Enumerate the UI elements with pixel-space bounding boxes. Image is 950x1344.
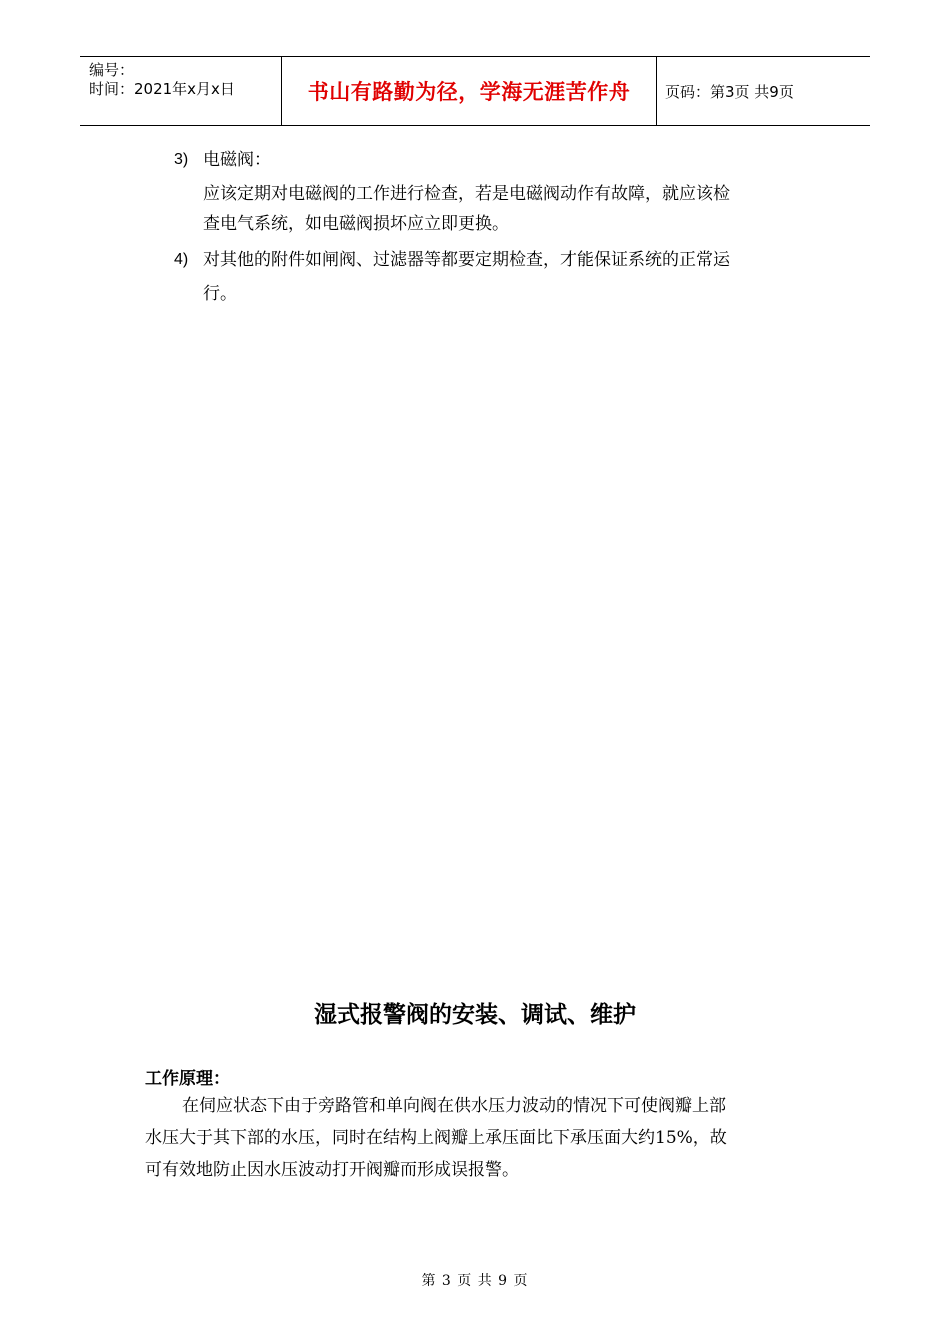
list-item-title: 电磁阀： (203, 150, 271, 170)
list-item-number: 3) (174, 151, 189, 168)
list-item-body-line: 行。 (203, 284, 237, 304)
paragraph-line: 在伺应状态下由于旁路管和单向阀在供水压力波动的情况下可使阀瓣上部 (182, 1096, 726, 1116)
list-item-body-line: 查电气系统，如电磁阀损坏应立即更换。 (203, 214, 509, 234)
list-item-number: 4) (174, 251, 189, 268)
section-title: 湿式报警阀的安装、调试、维护 (314, 1002, 636, 1028)
header-motto-cell (281, 57, 657, 125)
document-number-label: 编号： (89, 61, 135, 79)
header-meta (80, 57, 281, 125)
page-footer: 第 3 页 共 9 页 (421, 1273, 529, 1289)
section-subheading: 工作原理： (145, 1069, 230, 1089)
list-item-body-line: 对其他的附件如闸阀、过滤器等都要定期检查，才能保证系统的正常运 (203, 250, 730, 270)
paragraph-line: 水压大于其下部的水压，同时在结构上阀瓣上承压面比下承压面大约15%，故 (145, 1128, 727, 1148)
list-item-body-line: 应该定期对电磁阀的工作进行检查，若是电磁阀动作有故障，就应该检 (203, 184, 730, 204)
header-page-info: 页码：第3页 共9页 (665, 82, 794, 101)
page-header (80, 56, 870, 126)
header-page-cell (656, 57, 870, 125)
document-time-label: 时间：2021年x月x日 (89, 80, 235, 98)
paragraph-line: 可有效地防止因水压波动打开阀瓣而形成误报警。 (145, 1160, 519, 1180)
header-motto: 书山有路勤为径，学海无涯苦作舟 (307, 80, 631, 104)
